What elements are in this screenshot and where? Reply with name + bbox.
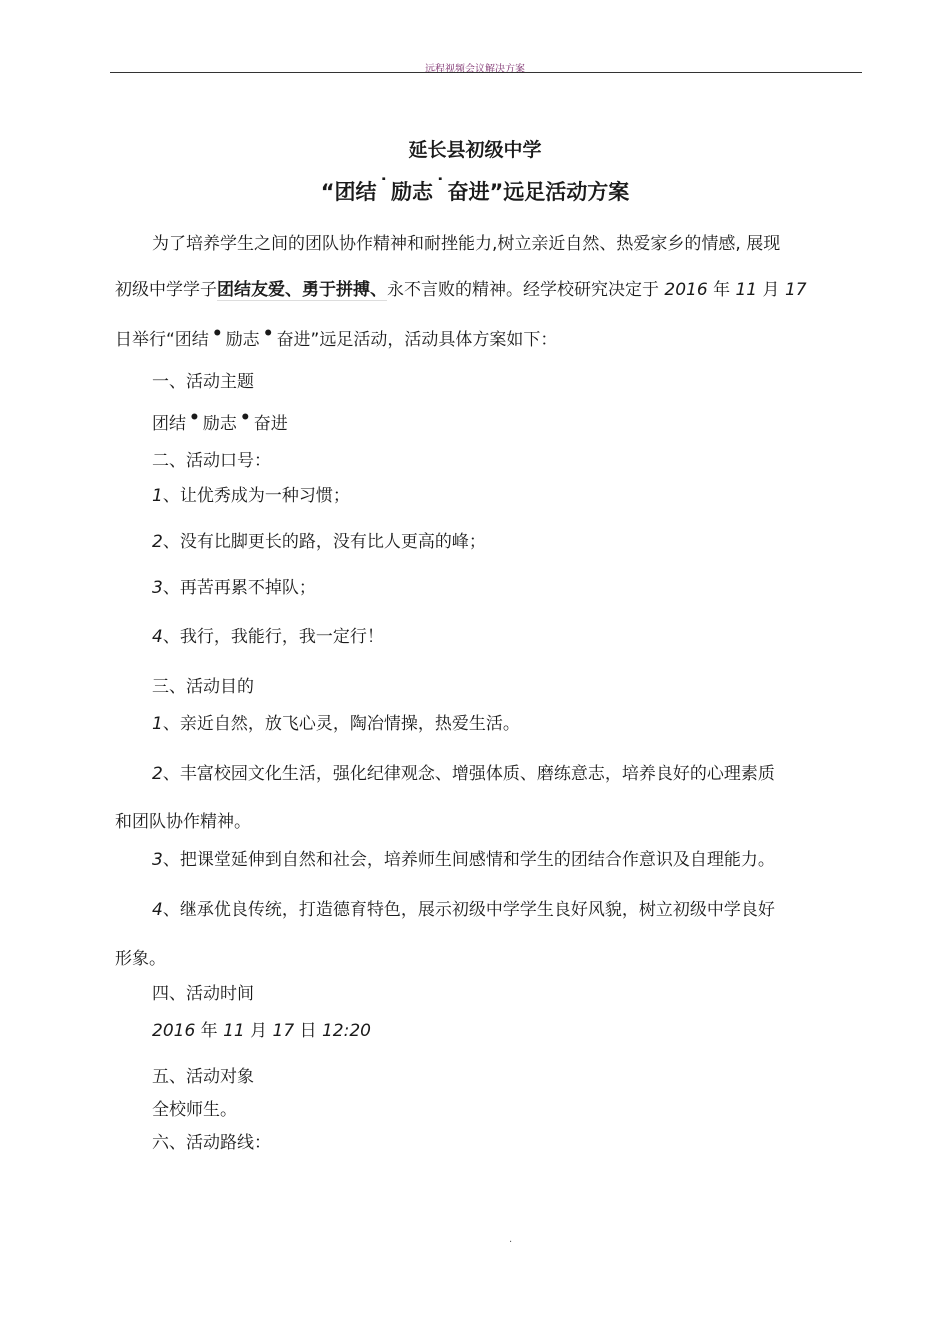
time-day: 17 xyxy=(272,1021,295,1041)
slogan-2 xyxy=(152,527,486,552)
intro-line3-b: 励志 xyxy=(225,330,260,350)
school-title: 延长县初级中学 xyxy=(408,139,542,161)
time-month: 11 xyxy=(223,1021,245,1041)
purpose-text: 、丰富校园文化生活，强化纪律观念、增强体质、磨练意志，培养良好的心理素质 xyxy=(162,764,775,784)
slogan-4 xyxy=(152,622,384,647)
purpose-4-cont: 形象。 xyxy=(115,949,166,969)
intro-line3-c: 奋进”远足活动，活动具体方案如下： xyxy=(276,330,558,350)
purpose-1 xyxy=(152,709,520,734)
activity-time xyxy=(152,1016,371,1041)
section-3-heading: 三、活动目的 xyxy=(152,677,254,697)
slogan-1 xyxy=(152,481,350,506)
time-day-unit: 日 xyxy=(294,1021,322,1041)
intro-line3-a: 日举行“团结 xyxy=(115,330,209,350)
purpose-2-cont: 和团队协作精神。 xyxy=(115,812,251,832)
purpose-4 xyxy=(152,895,775,920)
slogan-num: 3 xyxy=(152,578,163,598)
footer-mark: . xyxy=(509,1234,513,1245)
intro-text-b: 永不言败的精神。经学校研究决定于 xyxy=(387,280,665,300)
time-year: 2016 xyxy=(152,1021,196,1041)
intro-dot-1: • xyxy=(211,324,223,344)
header-rule xyxy=(110,72,862,73)
intro-bold-text: 团结友爱、勇于拼搏、 xyxy=(217,280,387,300)
purpose-2 xyxy=(152,759,775,784)
title-sep-2: ˙ xyxy=(435,175,446,199)
purpose-num: 1 xyxy=(152,714,163,734)
slogan-num: 2 xyxy=(152,532,163,552)
purpose-text: 、继承优良传统，打造德育特色，展示初级中学学生良好风貌，树立初级中学良好 xyxy=(162,900,775,920)
intro-dot-2: • xyxy=(262,324,274,344)
section-4-heading: 四、活动时间 xyxy=(152,984,254,1004)
purpose-text: 、把课堂延伸到自然和社会，培养师生间感情和学生的团结合作意识及自理能力。 xyxy=(162,850,775,870)
intro-text-a: 初级中学学子 xyxy=(115,280,217,300)
intro-line-3 xyxy=(115,325,557,350)
intro-year: 2016 xyxy=(664,280,708,300)
section-1-theme xyxy=(152,409,288,434)
section-1-heading: 一、活动主题 xyxy=(152,372,254,392)
intro-line-2 xyxy=(115,275,807,300)
intro-month-unit: 月 xyxy=(757,280,785,300)
slogan-num: 4 xyxy=(152,627,163,647)
section-6-heading: 六、活动路线： xyxy=(152,1133,271,1153)
section-5-heading: 五、活动对象 xyxy=(152,1067,254,1087)
purpose-num: 4 xyxy=(152,900,163,920)
page-header: 远程视频会议解决方案 xyxy=(425,64,525,75)
purpose-num: 3 xyxy=(152,850,163,870)
theme-dot-2: • xyxy=(239,408,251,428)
section-5-text: 全校师生。 xyxy=(152,1100,237,1120)
title-part-2: 励志 xyxy=(391,180,433,204)
theme-part-2: 励志 xyxy=(202,414,237,434)
plan-title xyxy=(0,176,950,206)
title-part-1: “团结 xyxy=(320,180,377,204)
title-part-3: 奋进”远足活动方案 xyxy=(447,180,630,204)
title-sep-1: ˙ xyxy=(378,175,389,199)
slogan-3 xyxy=(152,573,316,598)
theme-part-1: 团结 xyxy=(152,414,186,434)
theme-dot-1: • xyxy=(189,408,200,428)
slogan-num: 1 xyxy=(152,486,163,506)
slogan-text: 、再苦再累不掉队； xyxy=(162,578,316,598)
purpose-num: 2 xyxy=(152,764,163,784)
slogan-text: 、我行，我能行，我一定行！ xyxy=(162,627,384,647)
section-2-heading: 二、活动口号： xyxy=(152,451,271,471)
purpose-3 xyxy=(152,845,775,870)
slogan-text: 、让优秀成为一种习惯； xyxy=(162,486,350,506)
intro-line-1: 为了培养学生之间的团队协作精神和耐挫能力,树立亲近自然、热爱家乡的情感, 展现 xyxy=(152,234,781,254)
time-year-unit: 年 xyxy=(195,1021,224,1041)
intro-month: 11 xyxy=(735,280,758,300)
time-clock: 12:20 xyxy=(321,1021,371,1041)
intro-day: 17 xyxy=(784,280,807,300)
theme-part-3: 奋进 xyxy=(253,414,288,434)
time-month-unit: 月 xyxy=(244,1021,273,1041)
slogan-text: 、没有比脚更长的路，没有比人更高的峰； xyxy=(162,532,486,552)
purpose-text: 、亲近自然，放飞心灵，陶冶情操，热爱生活。 xyxy=(162,714,520,734)
intro-year-unit: 年 xyxy=(707,280,736,300)
